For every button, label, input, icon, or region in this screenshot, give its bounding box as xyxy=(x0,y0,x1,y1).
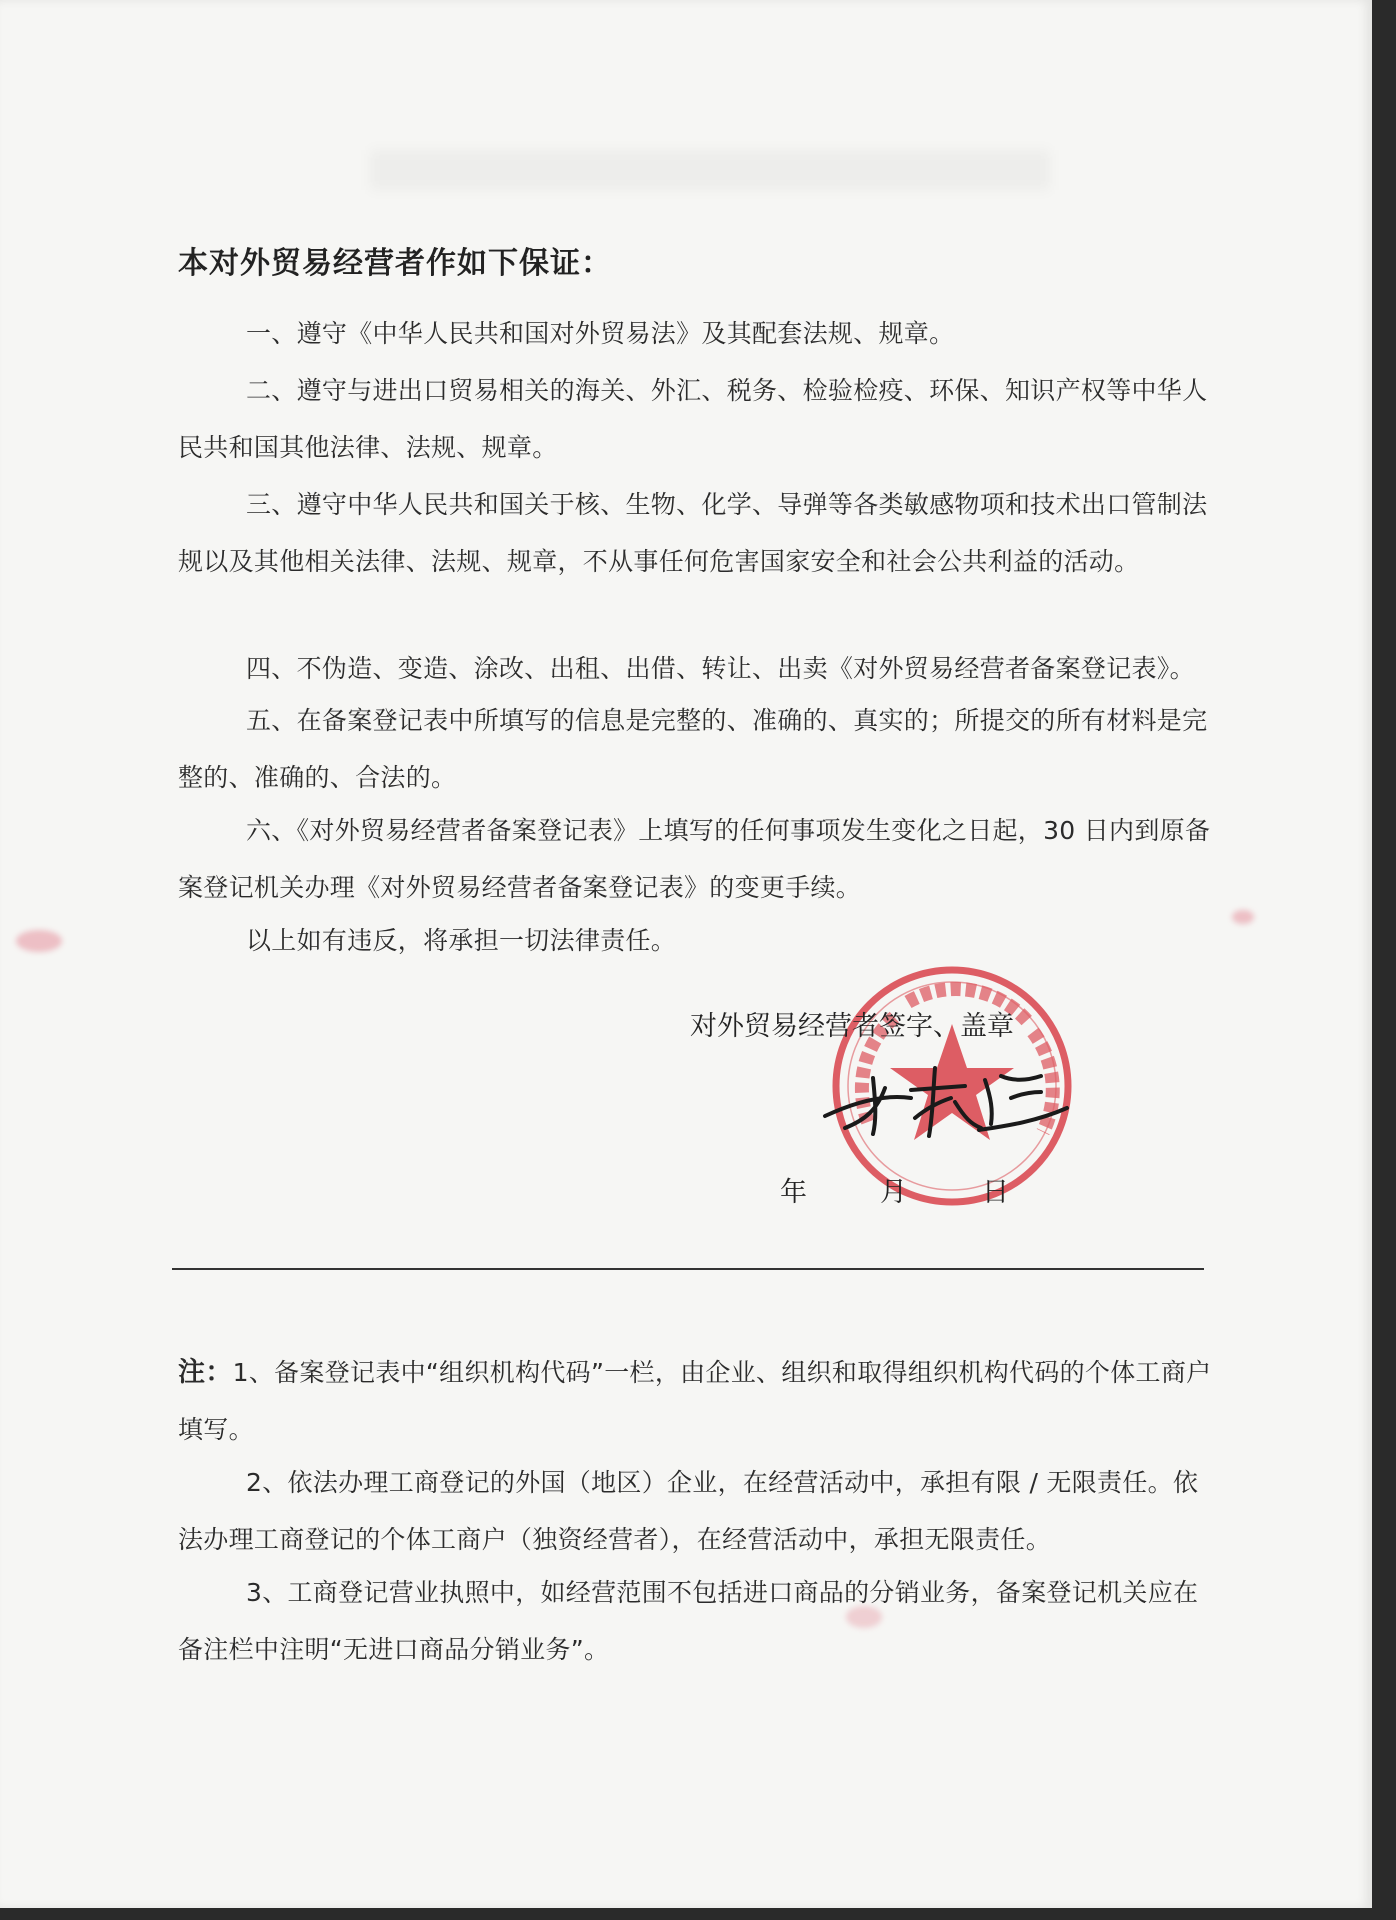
date-month-label: 月 xyxy=(880,1177,907,1208)
ink-smudge xyxy=(1232,910,1254,924)
clause-3: 三、遵守中华人民共和国关于核、生物、化学、导弹等各类敏感物项和技术出口管制法规以及其他相关法律、法规、规章，不从事任何危害国家安全和社会公共利益的活动。 xyxy=(178,490,1208,576)
clause-2: 二、遵守与进出口贸易相关的海关、外汇、税务、检验检疫、环保、知识产权等中华人民共和国其他法律、法规、规章。 xyxy=(178,376,1208,462)
ink-smudge xyxy=(16,930,62,952)
clause-closing: 以上如有违反，将承担一切法律责任。 xyxy=(246,926,677,955)
note-item-2: 2、依法办理工商登记的外国（地区）企业，在经营活动中，承担有限 / 无限责任。依法办理工商登记的个体工商户（独资经营者），在经营活动中，承担无限责任。 xyxy=(178,1468,1199,1554)
note-item-3: 3、工商登记营业执照中，如经营范围不包括进口商品的分销业务，备案登记机关应在备注栏中注明“无进口商品分销业务”。 xyxy=(178,1578,1199,1664)
note-item-1 xyxy=(178,1344,1218,1458)
signature-label: 对外贸易经营者签字、盖章 xyxy=(690,1011,1014,1042)
handwritten-signature xyxy=(815,1058,1075,1140)
notes-label: 注： xyxy=(178,1357,233,1388)
clause-5: 五、在备案登记表中所填写的信息是完整的、准确的、真实的；所提交的所有材料是完整的、准确的、合法的。 xyxy=(178,706,1208,792)
date-day-label: 日 xyxy=(982,1177,1009,1208)
note-item-1-text: 1、备案登记表中“组织机构代码”一栏，由企业、组织和取得组织机构代码的个体工商户填写。 xyxy=(178,1358,1212,1444)
document-heading: 本对外贸易经营者作如下保证： xyxy=(178,246,612,281)
clause-6: 六、《对外贸易经营者备案登记表》上填写的任何事项发生变化之日起，30 日内到原备案登记机关办理《对外贸易经营者备案登记表》的变更手续。 xyxy=(178,816,1211,902)
clause-1: 一、遵守《中华人民共和国对外贸易法》及其配套法规、规章。 xyxy=(246,319,955,348)
section-divider xyxy=(172,1268,1204,1270)
clause-4: 四、不伪造、变造、涂改、出租、出借、转让、出卖《对外贸易经营者备案登记表》。 xyxy=(246,654,1195,683)
date-year-label: 年 xyxy=(780,1177,807,1208)
ink-smudge xyxy=(846,1606,882,1628)
